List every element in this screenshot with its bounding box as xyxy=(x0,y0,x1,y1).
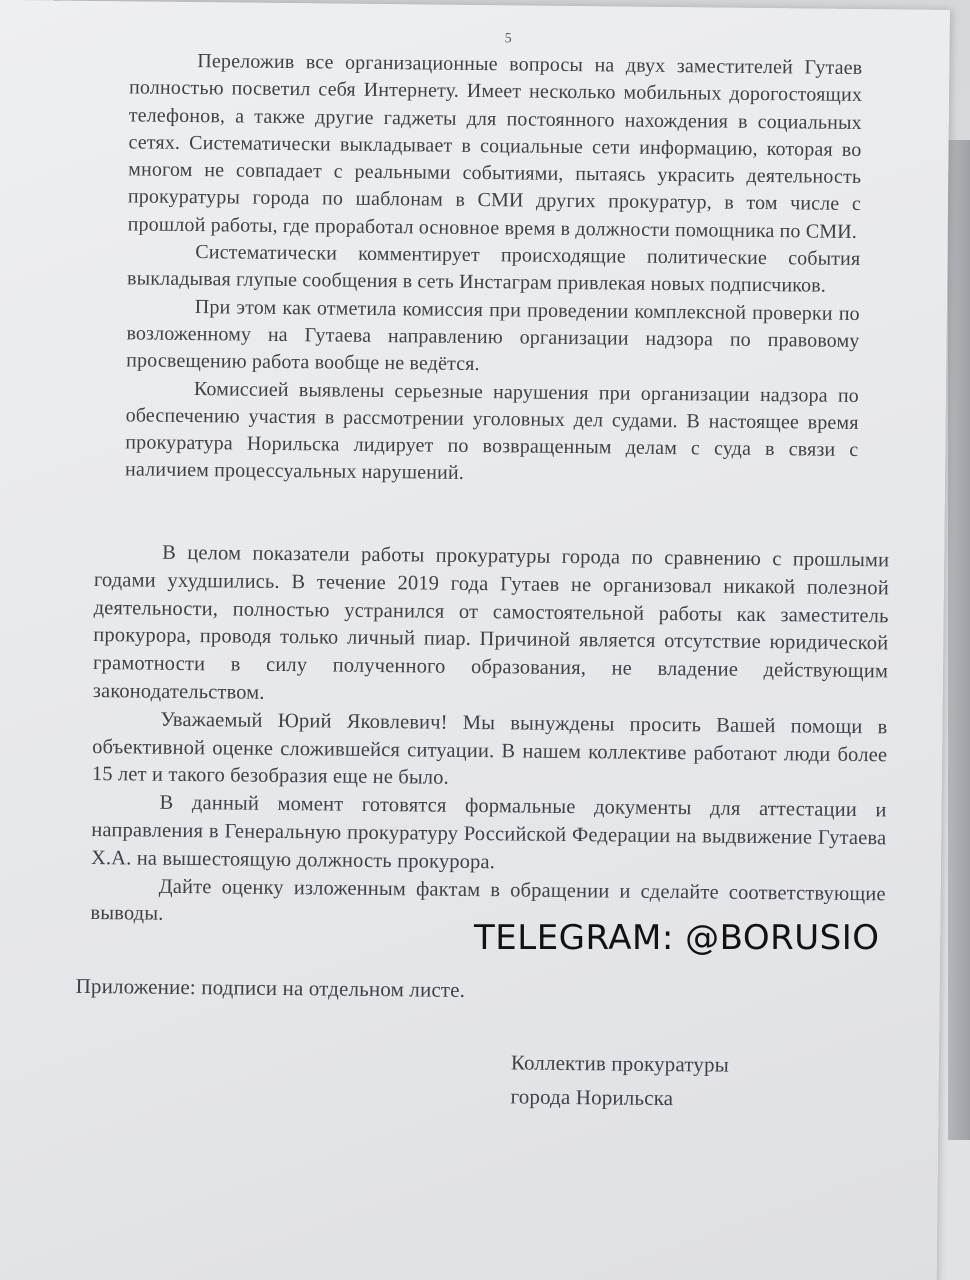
signature-line-2: города Норильска xyxy=(510,1084,674,1111)
paragraph-7: В данный момент готовятся формальные документы для аттестации и направления в Генеральную прокуратуру Российской Федерации на выдвижение Гутаева Х.А. на вышестоящую должность прокурора. xyxy=(90,791,887,873)
signature-line-1: Коллектив прокуратуры xyxy=(510,1050,730,1077)
attachment-note: Приложение: подписи на отдельном листе. xyxy=(75,973,466,1002)
paragraph-2: Систематически комментирует происходящие политические события выкладывая глупые сообщения в сеть Инстаграм привлекая новых подписчиков. xyxy=(126,241,861,298)
paragraph-5: В целом показатели работы прокуратуры города по сравнению с прошлыми годами ухудшились. В течение 2019 года Гутаев не организовал никакой полезной деятельности, полностью устранился от самостоятельной работы как заместитель прокурора, проводя только личный пиар. Причиной является отсутствие юридической грамотности в силу полученного образования, не владение действующим законодательством. xyxy=(92,541,890,704)
right-edge-shadow xyxy=(948,140,970,1140)
telegram-watermark: TELEGRAM: @BORUSIO xyxy=(474,918,880,958)
paragraph-4: Комиссией выявлены серьезные нарушения при организации надзора по обеспечению участия в рассмотрении уголовных дел судами. В настоящее время прокуратура Норильска лидирует по возвращенным делам с суда в связи с наличием процессуальных нарушений. xyxy=(124,377,860,485)
paragraph-1: Переложив все организационные вопросы на двух заместителей Гутаев полностью посветил себя Интернету. Имеет несколько мобильных дорогостоящих телефонов, а также другие гаджеты для постоянного нахождения в социальных сетях. Систематически выкладывает в социальные сети информацию, которая во многом не совпадает с реальными событиями, пытаясь украсить деятельность прокуратуры города по шаблонам в СМИ других прокуратур, в том числе с прошлой работы, где проработал основное время в должности помощника по СМИ. xyxy=(127,50,863,243)
paragraph-8: Дайте оценку изложенным фактам в обращении и сделайте соответствующие выводы. xyxy=(90,875,886,926)
page-number: 5 xyxy=(504,31,512,47)
document-body-top xyxy=(125,47,863,491)
signature-block xyxy=(510,1045,729,1115)
document-body-bottom xyxy=(90,539,889,936)
paragraph-6: Уважаемый Юрий Яковлевич! Мы вынуждены просить Вашей помощи в объективной оценке сложившейся ситуации. В нашем коллективе работают люди более 15 лет и такого безобразия еще не было. xyxy=(91,708,888,790)
paragraph-3: При этом как отметила комиссия при проведении комплексной проверки по возложенному на Гутаева направлению организации надзора по правовому просвещению работа вообще не ведётся. xyxy=(126,295,860,376)
